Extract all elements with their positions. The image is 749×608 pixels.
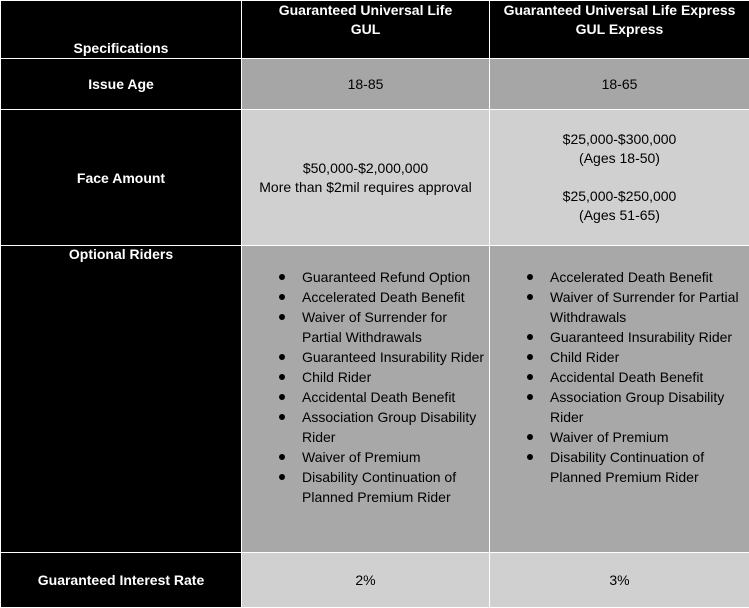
gul-rider-item <box>302 287 489 307</box>
issue-age-label: Issue Age <box>1 59 242 110</box>
gul-rider-text: Waiver of Premium <box>302 449 421 465</box>
bullet-icon <box>527 274 533 280</box>
express-rider-text: Waiver of Surrender for Partial Withdrawals <box>550 289 739 325</box>
express-rider-item <box>550 427 749 447</box>
issue-age-row <box>1 59 749 110</box>
gul-rider-text: Accelerated Death Benefit <box>302 289 465 305</box>
gul-rider-text: Child Rider <box>302 369 371 385</box>
gul-express-header-abbrev: GUL Express <box>490 20 749 39</box>
gul-rider-item <box>302 467 489 507</box>
face-amount-gul-range: $50,000-$2,000,000 <box>242 159 489 178</box>
bullet-icon <box>279 274 285 280</box>
express-rider-item <box>550 347 749 367</box>
gul-rider-item <box>302 407 489 447</box>
specifications-header <box>1 1 242 59</box>
bullet-icon <box>279 394 285 400</box>
express-rider-item <box>550 447 749 487</box>
gul-rider-item <box>302 347 489 367</box>
face-amount-express-ages-1: (Ages 18-50) <box>490 149 749 168</box>
express-rider-text: Child Rider <box>550 349 619 365</box>
gul-rider-item <box>302 267 489 287</box>
bullet-icon <box>279 354 285 360</box>
gul-rider-item <box>302 307 489 347</box>
bullet-icon <box>279 294 285 300</box>
gul-rider-text: Accidental Death Benefit <box>302 389 455 405</box>
interest-rate-row <box>1 553 749 608</box>
express-rider-text: Waiver of Premium <box>550 429 669 445</box>
optional-riders-label: Optional Riders <box>1 246 242 553</box>
bullet-icon <box>527 294 533 300</box>
gul-rider-item <box>302 387 489 407</box>
interest-rate-express: 3% <box>490 553 749 608</box>
express-rider-item <box>550 287 749 327</box>
interest-rate-gul: 2% <box>242 553 490 608</box>
express-rider-item <box>550 327 749 347</box>
face-amount-express-ages-2: (Ages 51-65) <box>490 206 749 225</box>
gul-express-header <box>490 1 749 59</box>
gul-rider-text: Waiver of Surrender for Partial Withdrawals <box>302 309 447 345</box>
express-rider-item <box>550 267 749 287</box>
face-amount-label: Face Amount <box>1 110 242 246</box>
face-amount-row <box>1 110 749 246</box>
bullet-icon <box>527 334 533 340</box>
issue-age-gul: 18-85 <box>242 59 490 110</box>
face-amount-gul <box>242 110 490 246</box>
express-rider-text: Accidental Death Benefit <box>550 369 703 385</box>
gul-express-header-title: Guaranteed Universal Life Express <box>490 1 749 20</box>
bullet-icon <box>279 474 285 480</box>
express-riders-list <box>490 246 749 487</box>
gul-rider-text: Disability Continuation of Planned Premium Rider <box>302 469 456 505</box>
optional-riders-express <box>490 246 749 553</box>
gul-rider-text: Guaranteed Refund Option <box>302 269 470 285</box>
gul-rider-text: Guaranteed Insurability Rider <box>302 349 484 365</box>
bullet-icon <box>279 314 285 320</box>
header-row <box>1 1 749 59</box>
gul-rider-item <box>302 447 489 467</box>
gul-header-abbrev: GUL <box>242 20 489 39</box>
bullet-icon <box>527 394 533 400</box>
bullet-icon <box>527 374 533 380</box>
bullet-icon <box>279 374 285 380</box>
face-amount-gul-note: More than $2mil requires approval <box>242 178 489 197</box>
gul-header-title: Guaranteed Universal Life <box>242 1 489 20</box>
face-amount-express <box>490 110 749 246</box>
optional-riders-row <box>1 246 749 553</box>
optional-riders-gul <box>242 246 490 553</box>
face-amount-express-range-2: $25,000-$250,000 <box>490 187 749 206</box>
gul-riders-list <box>242 246 489 507</box>
express-rider-text: Accelerated Death Benefit <box>550 269 713 285</box>
gul-header <box>242 1 490 59</box>
gul-rider-item <box>302 367 489 387</box>
express-rider-text: Disability Continuation of Planned Premium Rider <box>550 449 704 485</box>
express-rider-text: Guaranteed Insurability Rider <box>550 329 732 345</box>
bullet-icon <box>527 354 533 360</box>
gul-rider-text: Association Group Disability Rider <box>302 409 476 445</box>
bullet-icon <box>527 454 533 460</box>
express-rider-item <box>550 367 749 387</box>
bullet-icon <box>527 434 533 440</box>
face-amount-express-range-1: $25,000-$300,000 <box>490 130 749 149</box>
interest-rate-label: Guaranteed Interest Rate <box>1 553 242 608</box>
specifications-label: Specifications <box>74 40 169 56</box>
express-rider-item <box>550 387 749 427</box>
express-rider-text: Association Group Disability Rider <box>550 389 724 425</box>
bullet-icon <box>279 454 285 460</box>
bullet-icon <box>279 414 285 420</box>
issue-age-express: 18-65 <box>490 59 749 110</box>
